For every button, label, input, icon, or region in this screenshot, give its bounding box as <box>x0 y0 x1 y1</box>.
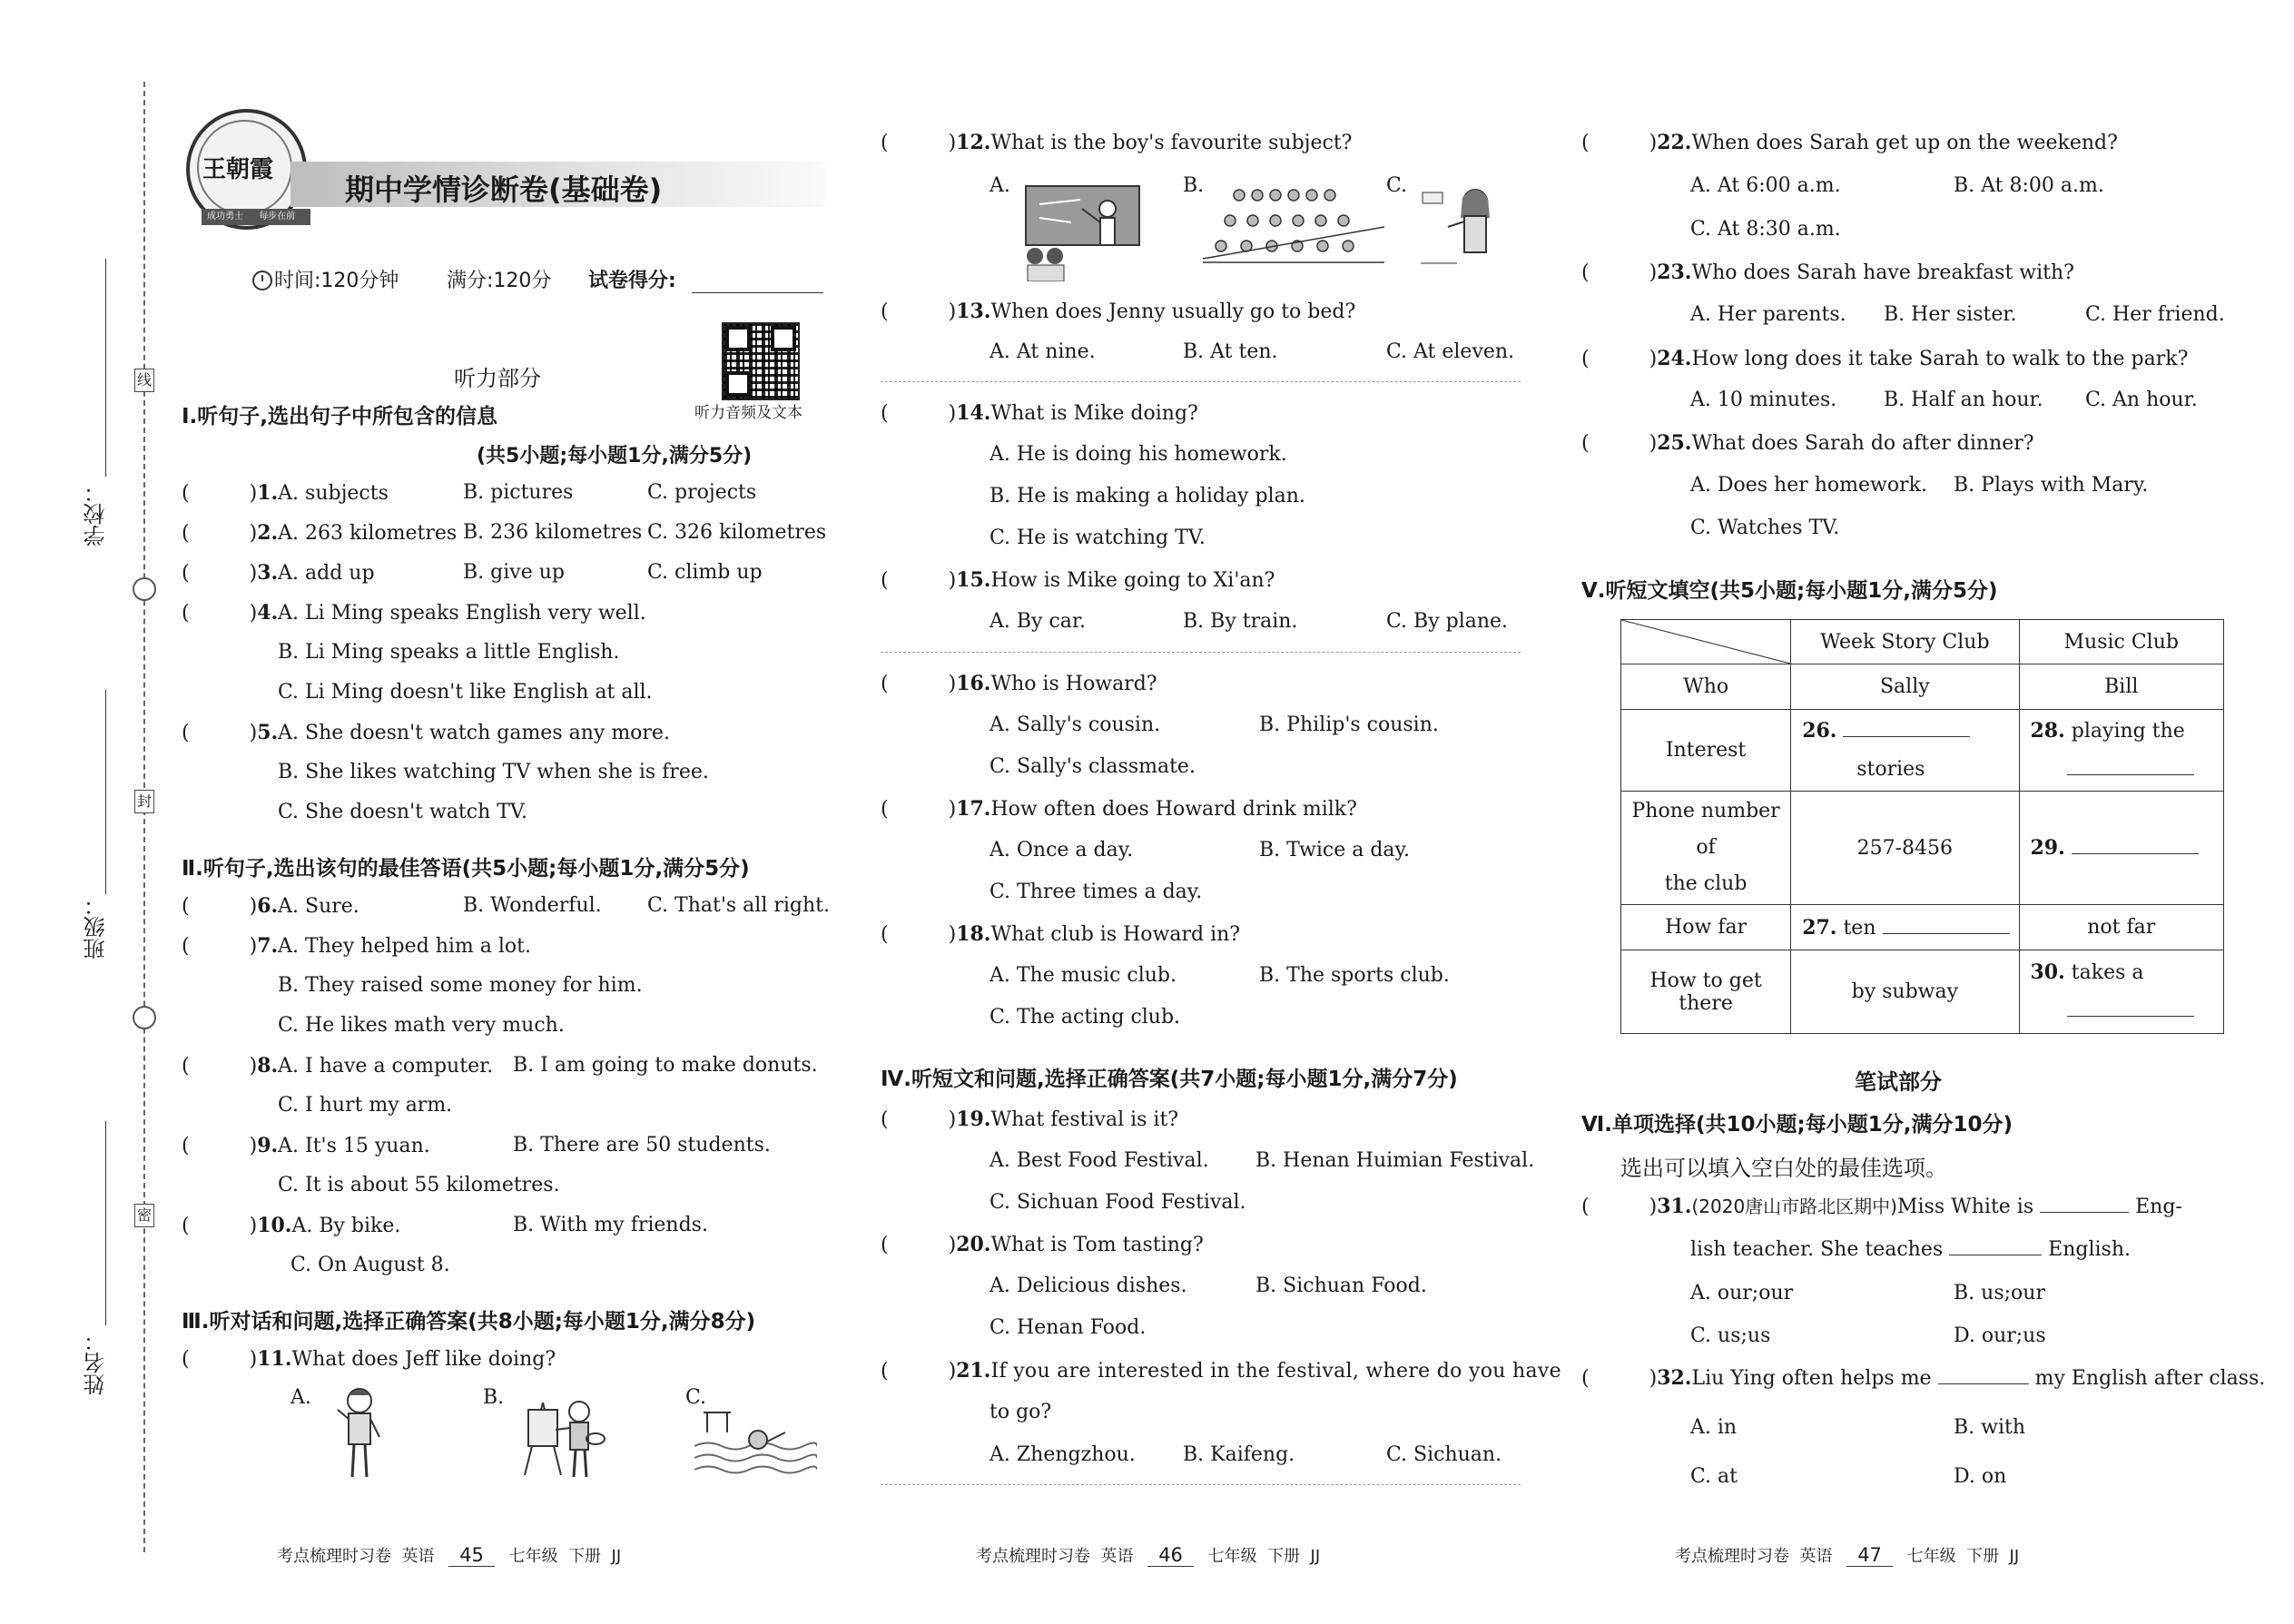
blank-number: 26. <box>1802 719 1837 743</box>
answer-blank-28[interactable] <box>2067 774 2194 775</box>
row-header: Who <box>1621 664 1791 710</box>
option-b: B. With my friends. <box>513 1214 708 1236</box>
option-c: C. An hour. <box>2085 389 2198 411</box>
option-a: A. <box>989 174 1010 197</box>
question-31: ( )31.(2020唐山市路北区期中)Miss White is Eng- <box>1581 1195 2182 1218</box>
option-b: B. give up <box>463 561 565 584</box>
option-a: A. Best Food Festival. <box>989 1149 1209 1172</box>
option-c: C. 326 kilometres <box>647 521 827 544</box>
question-15: ( )15.How is Mike going to Xi'an? <box>881 568 1275 592</box>
question-12: ( )12.What is the boy's favourite subject? <box>881 131 1353 154</box>
option-c: C. He likes math very much. <box>278 1014 565 1037</box>
question-7: ( )7.A. They helped him a lot. <box>182 934 532 958</box>
logo-sub-right: 每步在前 <box>259 212 296 221</box>
column-header: Music Club <box>2019 620 2224 664</box>
option-c: C. It is about 55 kilometres. <box>278 1174 560 1196</box>
option-b: B. Half an hour. <box>1884 389 2043 411</box>
option-b: B. I am going to make donuts. <box>513 1054 818 1077</box>
page-number: 47 <box>1846 1544 1893 1567</box>
score-field-label: 试卷得分: <box>588 270 676 292</box>
option-a: A. At 6:00 a.m. <box>1690 174 1841 197</box>
footer-book-title: 考点梳理时习卷 英语 <box>976 1547 1134 1566</box>
blank-number: 30. <box>2030 960 2065 984</box>
answer-blank-26[interactable] <box>1843 736 1970 737</box>
question-31-line-2: lish teacher. She teaches English. <box>1690 1238 2131 1261</box>
writing-title: 笔试部分 <box>1855 1069 1942 1095</box>
row-header: How far <box>1621 905 1791 950</box>
row-header-line-2: the club <box>1664 872 1748 895</box>
section-1-note: (共5小题;每小题1分,满分5分) <box>477 445 753 468</box>
option-a: A. Sally's cousin. <box>989 714 1161 736</box>
option-b: B. Wonderful. <box>463 894 602 917</box>
option-b: B. with <box>1954 1416 2026 1439</box>
divider <box>881 381 1521 382</box>
option-b: B. He is making a holiday plan. <box>989 485 1305 507</box>
option-c: C. At eleven. <box>1386 340 1515 363</box>
option-b: B. Twice a day. <box>1259 839 1411 861</box>
option-b: B. Her sister. <box>1884 303 2017 326</box>
page-title: 期中学情诊断卷(基础卷) <box>345 172 663 207</box>
option-b: B. Li Ming speaks a little English. <box>278 641 620 664</box>
question-20: ( )20.What is Tom tasting? <box>881 1233 1204 1256</box>
option-b: B. Sichuan Food. <box>1255 1275 1427 1297</box>
section-6-instruction: 选出可以填入空白处的最佳选项。 <box>1620 1156 1947 1181</box>
question-18: ( )18.What club is Howard in? <box>881 922 1241 946</box>
answer-blank-30[interactable] <box>2067 1016 2194 1017</box>
option-c: C. That's all right. <box>647 894 830 917</box>
teacher-pointing-image <box>1421 182 1525 272</box>
option-c: C. Watches TV. <box>1690 517 1840 539</box>
option-a: A. Does her homework. <box>1690 474 1927 497</box>
option-a: A. At nine. <box>989 340 1096 363</box>
question-21-continued: to go? <box>989 1401 1052 1423</box>
question-5: ( )5.A. She doesn't watch games any more. <box>182 721 670 744</box>
blank-number: 29. <box>2030 836 2065 860</box>
option-c: C. The acting club. <box>989 1006 1181 1029</box>
option-c: C. Three times a day. <box>989 881 1203 903</box>
option-b: B. She likes watching TV when she is free. <box>278 761 709 783</box>
option-d: D. on <box>1954 1465 2007 1488</box>
table-cell: 257-8456 <box>1791 792 2019 905</box>
name-label: 姓名： <box>84 1330 109 1395</box>
section-3-title: Ⅲ.听对话和问题,选择正确答案(共8小题;每小题1分,满分8分) <box>182 1310 756 1334</box>
option-c: C. Sichuan Food Festival. <box>989 1191 1246 1214</box>
question-2: ( )2.A. 263 kilometres <box>182 521 458 545</box>
option-c: C. climb up <box>647 561 763 584</box>
binding-circle-icon <box>133 1006 156 1029</box>
classroom-teacher-image <box>1017 182 1144 281</box>
option-c: C. By plane. <box>1386 610 1509 633</box>
option-d: D. our;us <box>1954 1324 2046 1347</box>
column-header: Week Story Club <box>1791 620 2019 664</box>
row-header: How to get there <box>1621 950 1791 1034</box>
option-c: C. Li Ming doesn't like English at all. <box>278 681 653 704</box>
option-c: C. <box>685 1386 707 1409</box>
option-b: B. Kaifeng. <box>1183 1443 1295 1466</box>
page-footer <box>277 1543 621 1567</box>
option-a: A. in <box>1690 1416 1738 1439</box>
section-2-title: Ⅱ.听句子,选出该句的最佳答语(共5小题;每小题1分,满分5分) <box>182 857 750 881</box>
boy-painting-image <box>516 1384 606 1484</box>
option-c: C. Sichuan. <box>1386 1443 1502 1466</box>
binding-seal-mark: 线 <box>134 369 154 392</box>
question-24: ( )24.How long does it take Sarah to walk to the park? <box>1581 347 2189 370</box>
option-b: B. us;our <box>1954 1282 2045 1304</box>
option-a: A. He is doing his homework. <box>989 443 1287 466</box>
option-a: A. Delicious dishes. <box>989 1275 1187 1297</box>
option-c: C. <box>1386 174 1408 197</box>
clock-icon <box>252 271 272 290</box>
question-8: ( )8.A. I have a computer. <box>182 1054 494 1078</box>
score-field[interactable] <box>692 292 823 293</box>
option-c: C. us;us <box>1690 1324 1771 1347</box>
section-5-title: Ⅴ.听短文填空(共5小题;每小题1分,满分5分) <box>1581 579 1998 603</box>
fill-blank[interactable] <box>2040 1212 2129 1213</box>
footer-grade: 七年级 下册 JJ <box>508 1547 622 1566</box>
binding-circle-icon <box>133 577 156 601</box>
fill-blank[interactable] <box>1938 1383 2029 1384</box>
students-group-image <box>1203 186 1384 263</box>
table-cell <box>2019 710 2224 792</box>
divider <box>881 652 1521 653</box>
question-10: ( )10.A. By bike. <box>182 1214 401 1237</box>
table-cell <box>2019 950 2224 1034</box>
option-a: A. Her parents. <box>1690 303 1846 326</box>
swimming-image <box>694 1405 817 1478</box>
option-b: B. At ten. <box>1183 340 1278 363</box>
section-6-title: Ⅵ.单项选择(共10小题;每小题1分,满分10分) <box>1581 1113 2013 1137</box>
question-32: ( )32.Liu Ying often helps me my English after class. <box>1581 1366 2266 1390</box>
school-label: 学校： <box>84 481 109 546</box>
logo-ribbon <box>202 209 310 225</box>
option-b: B. 236 kilometres <box>463 521 643 544</box>
footer-grade: 七年级 下册 JJ <box>1207 1547 1321 1566</box>
page-footer <box>976 1543 1320 1567</box>
option-b: B. They raised some money for him. <box>278 974 643 997</box>
divider <box>881 1484 1521 1485</box>
table-cell: not far <box>2019 905 2224 950</box>
question-22: ( )22.When does Sarah get up on the weekend? <box>1581 131 2118 154</box>
listening-title: 听力部分 <box>454 366 541 391</box>
question-17: ( )17.How often does Howard drink milk? <box>881 797 1357 821</box>
table-corner-cell <box>1621 620 1791 664</box>
blank-number: 28. <box>2030 719 2065 743</box>
binding-seal-mark: 封 <box>134 790 154 813</box>
table-cell <box>1791 710 2019 792</box>
option-c: C. projects <box>647 481 757 504</box>
table-cell: by subway <box>1791 950 2019 1034</box>
question-1: ( )1.A. subjects <box>182 481 389 505</box>
question-11: ( )11.What does Jeff like doing? <box>182 1347 556 1371</box>
option-a: A. <box>290 1386 311 1409</box>
option-b: B. Philip's cousin. <box>1259 714 1439 736</box>
page-number: 46 <box>1147 1544 1194 1567</box>
page-number: 45 <box>448 1544 495 1567</box>
option-c: C. Sally's classmate. <box>989 755 1196 778</box>
footer-book-title: 考点梳理时习卷 英语 <box>1675 1547 1833 1566</box>
option-b: B. pictures <box>463 481 574 504</box>
club-info-table <box>1620 619 2224 1034</box>
full-score-info: 满分:120分 <box>447 270 552 292</box>
binding-seal-mark: 密 <box>134 1204 154 1227</box>
qr-caption: 听力音频及文本 <box>694 404 802 422</box>
blank-number: 27. <box>1802 915 1837 940</box>
question-19: ( )19.What festival is it? <box>881 1107 1179 1131</box>
school-field[interactable] <box>105 259 106 477</box>
table-cell <box>2019 792 2224 905</box>
question-6: ( )6.A. Sure. <box>182 894 359 918</box>
option-a: A. 10 minutes. <box>1690 389 1837 411</box>
option-c: C. On August 8. <box>290 1254 450 1276</box>
class-label: 班级： <box>84 894 109 960</box>
question-4: ( )4.A. Li Ming speaks English very well. <box>182 601 646 625</box>
binding-dashed-line <box>143 82 145 1552</box>
boy-thinking-image <box>327 1384 390 1484</box>
cell-text: takes a <box>2071 961 2144 984</box>
question-16: ( )16.Who is Howard? <box>881 672 1157 695</box>
page-footer <box>1675 1543 2019 1567</box>
option-b: B. <box>1183 174 1205 197</box>
answer-blank-27[interactable] <box>1883 933 2010 934</box>
option-c: C. Henan Food. <box>989 1316 1147 1339</box>
row-header <box>1621 792 1791 905</box>
option-c: C. She doesn't watch TV. <box>278 801 527 823</box>
cell-text: playing the <box>2071 720 2185 743</box>
section-1-title: Ⅰ.听句子,选出句子中所包含的信息 <box>182 405 498 428</box>
cell-text: ten <box>1843 916 1876 940</box>
question-3: ( )3.A. add up <box>182 561 375 585</box>
row-header: Interest <box>1621 710 1791 792</box>
time-info: 时间:120分钟 <box>274 270 399 292</box>
option-c: C. Her friend. <box>2085 303 2225 326</box>
row-header-line-1: Phone number of <box>1631 800 1780 859</box>
footer-grade: 七年级 下册 JJ <box>1906 1547 2020 1566</box>
question-9: ( )9.A. It's 15 yuan. <box>182 1134 430 1157</box>
option-a: A. The music club. <box>989 964 1177 987</box>
option-b: B. There are 50 students. <box>513 1134 771 1156</box>
section-4-title: Ⅳ.听短文和问题,选择正确答案(共7小题;每小题1分,满分7分) <box>881 1068 1458 1091</box>
table-cell: Bill <box>2019 664 2224 710</box>
option-b: B. The sports club. <box>1259 964 1450 987</box>
question-21: ( )21.If you are interested in the festival, where do you have <box>881 1359 1561 1383</box>
option-a: A. our;our <box>1690 1282 1794 1304</box>
logo-text: 王朝霞 <box>202 156 274 183</box>
option-b: B. At 8:00 a.m. <box>1954 174 2104 197</box>
option-b: B. <box>483 1386 505 1409</box>
table-cell <box>1791 905 2019 950</box>
question-14: ( )14.What is Mike doing? <box>881 401 1198 425</box>
question-13: ( )13.When does Jenny usually go to bed? <box>881 300 1356 323</box>
option-a: A. Once a day. <box>989 839 1134 861</box>
option-c: C. at <box>1690 1465 1738 1488</box>
option-c: C. At 8:30 a.m. <box>1690 218 1841 241</box>
option-c: C. I hurt my arm. <box>278 1094 453 1117</box>
option-b: B. Henan Huimian Festival. <box>1255 1149 1535 1172</box>
option-b: B. By train. <box>1183 610 1298 633</box>
question-23: ( )23.Who does Sarah have breakfast with? <box>1581 261 2074 284</box>
qr-code-icon[interactable] <box>722 322 800 400</box>
footer-book-title: 考点梳理时习卷 英语 <box>277 1547 435 1566</box>
question-25: ( )25.What does Sarah do after dinner? <box>1581 431 2034 455</box>
cell-text: stories <box>1856 758 1925 781</box>
option-a: A. Zhengzhou. <box>989 1443 1136 1466</box>
answer-blank-29[interactable] <box>2072 853 2199 854</box>
name-field[interactable] <box>105 1121 106 1325</box>
option-a: A. By car. <box>989 610 1086 633</box>
table-cell: Sally <box>1791 664 2019 710</box>
option-c: C. He is watching TV. <box>989 527 1206 549</box>
logo-sub-left: 成功勇士 <box>207 212 243 221</box>
class-field[interactable] <box>105 690 106 894</box>
option-b: B. Plays with Mary. <box>1954 474 2149 497</box>
